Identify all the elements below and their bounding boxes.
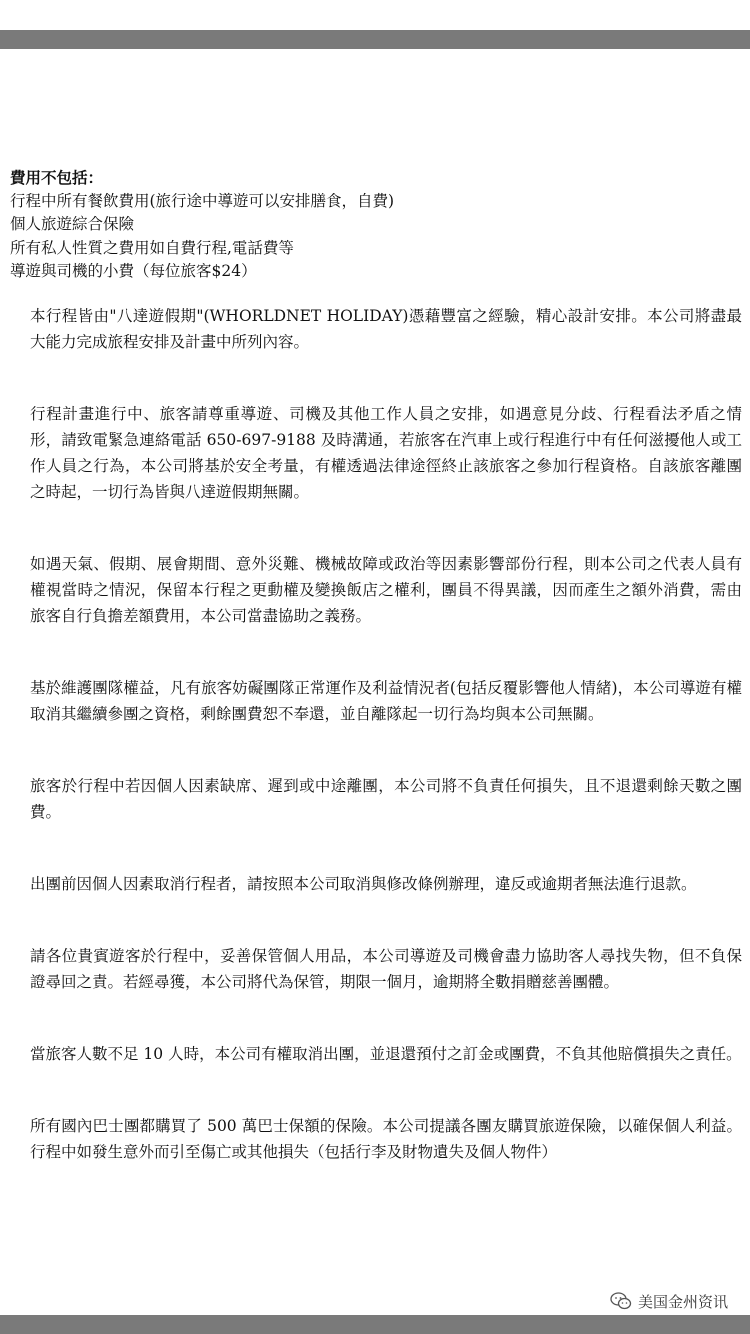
terms-paragraph: 當旅客人數不足 10 人時，本公司有權取消出團，並退還預付之訂金或團費，不負其他賠償損失之責任。 bbox=[30, 1045, 742, 1063]
terms-paragraph: 行程計畫進行中、旅客請尊重導遊、司機及其他工作人員之安排，如遇意見分歧、行程看法矛盾之情形，請致電緊急連絡電話 650-697-9188 及時溝通，若旅客在汽車上或行程進行中有任何滋擾他人或工作人員之行為，本公司將基於安全考量，有權透過法律途徑終止該旅客之參加行程資格。自該旅客離團之時起，一切行為皆與八達遊假期無關。 bbox=[30, 405, 742, 501]
terms-paragraph: 出團前因個人因素取消行程者，請按照本公司取消與修改條例辦理，違反或逾期者無法進行退款。 bbox=[30, 875, 697, 893]
exclusion-item: 個人旅遊綜合保險 bbox=[10, 215, 135, 233]
terms-paragraph: 如遇天氣、假期、展會期間、意外災難、機械故障或政治等因素影響部份行程，則本公司之代表人員有權視當時之情況，保留本行程之更動權及變換飯店之權利，團員不得異議，因而產生之額外消費，需由旅客自行負擔差額費用，本公司當盡協助之義務。 bbox=[30, 555, 742, 625]
exclusions-heading: 費用不包括： bbox=[10, 168, 104, 187]
exclusion-item: 行程中所有餐飲費用(旅行途中導遊可以安排膳食，自費) bbox=[10, 191, 395, 210]
bottom-gray-bar bbox=[0, 1315, 750, 1334]
terms-section bbox=[30, 303, 742, 1211]
terms-paragraph: 本行程皆由"八達遊假期"(WHORLDNET HOLIDAY)憑藉豐富之經驗，精心設計安排。本公司將盡最大能力完成旅程安排及計畫中所列內容。 bbox=[30, 307, 742, 351]
terms-paragraph: 旅客於行程中若因個人因素缺席、遲到或中途離團，本公司將不負責任何損失，且不退還剩餘天數之團費。 bbox=[30, 777, 742, 821]
exclusion-item: 所有私人性質之費用如自費行程,電話費等 bbox=[10, 238, 294, 257]
terms-paragraph: 基於維護團隊權益，凡有旅客妨礙團隊正常運作及利益情況者(包括反覆影響他人情緒)，本公司導遊有權取消其繼續參團之資格，剩餘團費恕不奉還，並自離隊起一切行為均與本公司無關。 bbox=[30, 679, 742, 723]
wechat-icon bbox=[610, 1292, 632, 1310]
terms-paragraph: 請各位貴賓遊客於行程中，妥善保管個人用品，本公司導遊及司機會盡力協助客人尋找失物，但不負保證尋回之責。若經尋獲，本公司將代為保管，期限一個月，逾期將全數捐贈慈善團體。 bbox=[30, 947, 742, 991]
watermark-text: 美国金州资讯 bbox=[637, 1292, 728, 1311]
terms-paragraph: 所有國內巴士團都購買了 500 萬巴士保額的保險。本公司提議各團友購買旅遊保險，以確保個人利益。行程中如發生意外而引至傷亡或其他損失（包括行李及財物遺失及個人物件） bbox=[30, 1117, 742, 1161]
exclusions-section bbox=[10, 166, 740, 284]
exclusion-item: 導遊與司機的小費（每位旅客$24） bbox=[10, 262, 257, 280]
wechat-watermark bbox=[610, 1290, 728, 1312]
top-gray-bar bbox=[0, 30, 750, 49]
